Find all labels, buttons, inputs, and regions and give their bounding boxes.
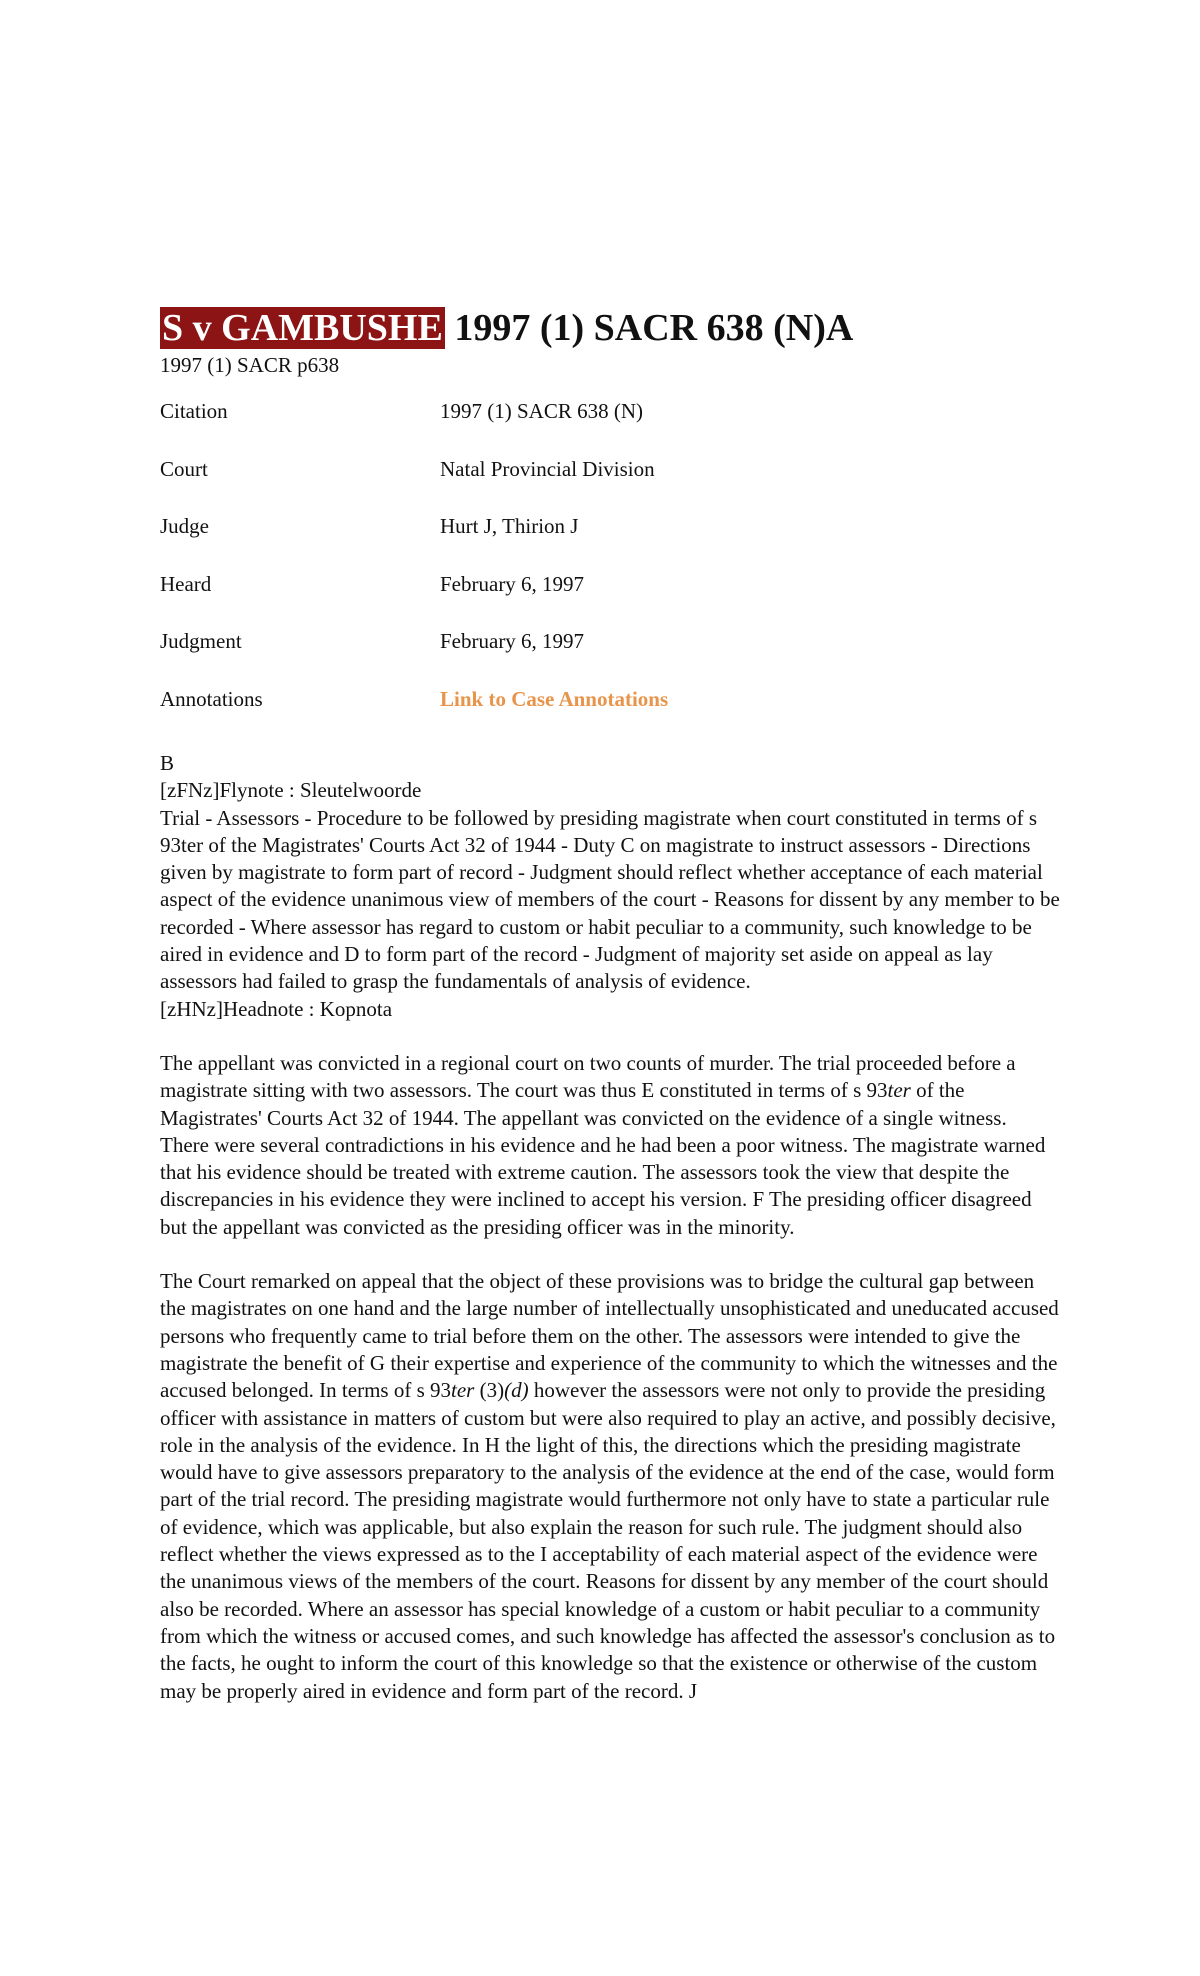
- case-annotations-link[interactable]: Link to Case Annotations: [440, 686, 669, 711]
- meta-row-annotations: [160, 686, 1060, 744]
- text-run: (3): [474, 1378, 505, 1403]
- text-run: however the assessors were not only to provide the presiding officer with assistance in matters of custom but were also required to play an active, and possibly decisive, role in the analysis of the evidence. In H the light of this, the directions which the presiding magistrate would have to give assessors preparatory to the analysis of the evidence at the end of the case, would form part of the trial record. The presiding magistrate would furthermore not only have to state a particular rule of evidence, which was applicable, but also explain the reason for such rule. The judgment should also reflect whether the views expressed as to the I acceptability of each material aspect of the evidence were the unanimous views of the members of the court. Reasons for dissent by any member of the court should also be recorded. Where an assessor has special knowledge of a custom or habit peculiar to a community from which the witness or accused comes, and such knowledge has affected the assessor's conclusion as to the facts, he ought to inform the court of this knowledge so that the existence or otherwise of the custom may be properly aired in evidence and form part of the record. J: [160, 1378, 1056, 1703]
- meta-row-heard: [160, 571, 1060, 629]
- flynote-heading: [zFNz]Flynote : Sleutelwoorde: [160, 778, 422, 803]
- meta-label: Judge: [160, 514, 209, 538]
- meta-label: Annotations: [160, 686, 263, 711]
- headnote-paragraph-2: [160, 1268, 1060, 1705]
- meta-value: February 6, 1997: [440, 571, 585, 596]
- meta-label: Court: [160, 456, 208, 481]
- meta-row-citation: [160, 398, 1060, 456]
- case-title-citation: 1997 (1) SACR 638 (N)A: [444, 307, 854, 349]
- meta-row-judgment: [160, 628, 1060, 686]
- flynote-section: [160, 750, 1060, 1023]
- meta-value: 1997 (1) SACR 638 (N): [440, 399, 643, 423]
- meta-value: Natal Provincial Division: [440, 456, 655, 481]
- case-title-highlight: S v GAMBUSHE: [162, 307, 443, 349]
- text-run: The Court remarked on appeal that the object of these provisions was to bridge the cultural gap between the magistrates on one hand and the large number of intellectually unsophisticated and uneducated accused persons who frequently came to trial before them on the other. The assessors were intended to give the magistrate the benefit of G their expertise and experience of the community to which the witnesses and the accused belonged. In terms of s 93: [160, 1269, 1059, 1403]
- page-citation: 1997 (1) SACR p638: [160, 353, 340, 377]
- margin-letter: B: [160, 751, 175, 775]
- flynote-text: Trial - Assessors - Procedure to be followed by presiding magistrate when court constituted in terms of s 93ter of the Magistrates' Courts Act 32 of 1944 - Duty C on magistrate to instruct assessors - Directions given by magistrate to form part of record - Judgment should reflect whether acceptance of each material aspect of the evidence unanimous view of members of the court - Reasons for dissent by any member to be recorded - Where assessor has regard to custom or habit peculiar to a community, such knowledge to be aired in evidence and D to form part of the record - Judgment of majority set aside on appeal as lay assessors had failed to grasp the fundamentals of analysis of evidence.: [160, 805, 1060, 994]
- headnote-heading: [zHNz]Headnote : Kopnota: [160, 996, 393, 1021]
- document-page: [160, 306, 1060, 1705]
- text-run: The appellant was convicted in a regional court on two counts of murder. The trial proceeded before a magistrate sitting with two assessors. The court was thus E constituted in terms of s 93: [160, 1050, 1016, 1103]
- meta-label: Judgment: [160, 629, 242, 653]
- meta-label: Heard: [160, 571, 212, 596]
- meta-label: Citation: [160, 399, 228, 423]
- case-metadata-table: [160, 398, 1060, 743]
- meta-row-court: [160, 456, 1060, 514]
- meta-value: February 6, 1997: [440, 629, 585, 653]
- meta-row-judge: [160, 513, 1060, 571]
- text-run: of the Magistrates' Courts Act 32 of 1944. The appellant was convicted on the evidence of a single witness. There were several contradictions in his evidence and he had been a poor witness. The magistrate warned that his evidence should be treated with extreme caution. The assessors took the view that despite the discrepancies in his evidence they were inclined to accept his version. F The presiding officer disagreed but the appellant was convicted as the presiding officer was in the minority.: [160, 1078, 1046, 1239]
- headnote-paragraph-1: [160, 1050, 1060, 1241]
- text-run-italic: (d): [504, 1378, 529, 1403]
- meta-value: Hurt J, Thirion J: [440, 514, 579, 538]
- text-run-italic: ter: [451, 1378, 475, 1403]
- meta-value: [440, 686, 1060, 712]
- case-title: [160, 306, 1060, 350]
- text-run-italic: ter: [887, 1078, 911, 1103]
